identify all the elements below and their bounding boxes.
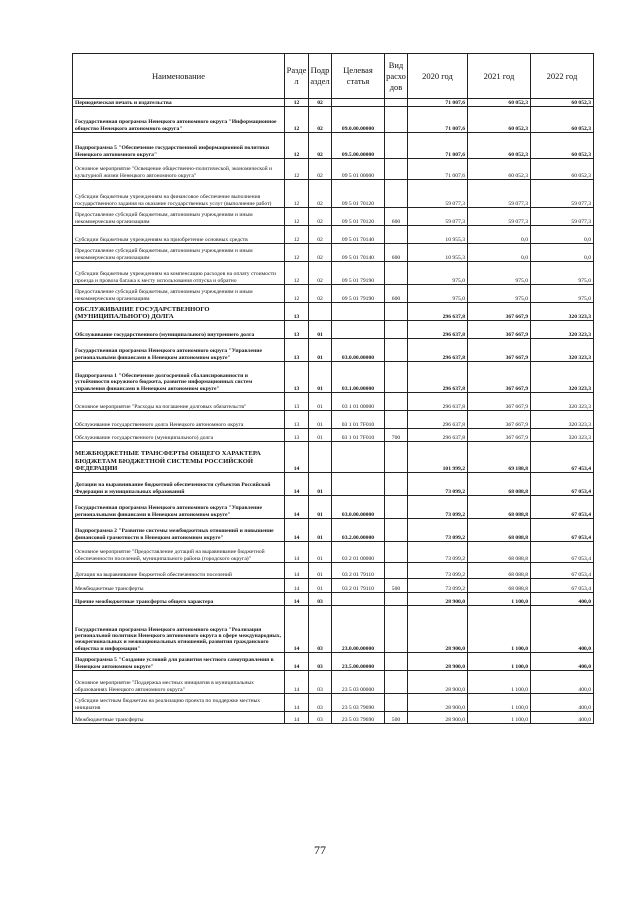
row-value-2022: 59 077,3: [531, 208, 594, 226]
row-section: 12: [285, 180, 309, 208]
row-value-2022: 67 053,4: [531, 519, 594, 542]
row-section: 12: [285, 262, 309, 285]
row-name: Основное мероприятие "Расходы на погашение долговых обязательств": [73, 393, 285, 411]
row-value-2021: 59 077,3: [468, 208, 531, 226]
row-subsection: 01: [309, 473, 332, 496]
row-value-2020: 296 637,8: [408, 303, 468, 321]
row-value-2022: 67 453,4: [531, 442, 594, 473]
row-value-2021: 367 667,9: [468, 411, 531, 429]
row-value-2022: 67 053,4: [531, 579, 594, 593]
row-target: [332, 99, 385, 107]
row-target: 09 5 01 70140: [332, 226, 385, 244]
row-target: 03.0.00.00000: [332, 496, 385, 519]
row-value-2021: 975,0: [468, 262, 531, 285]
row-kind: [385, 107, 408, 133]
row-value-2022: 400,0: [531, 653, 594, 671]
row-kind: [385, 362, 408, 393]
row-target: [332, 473, 385, 496]
row-value-2022: 320 323,3: [531, 429, 594, 442]
row-name: Межбюджетные трансферты: [73, 579, 285, 593]
row-kind: [385, 159, 408, 180]
table-row: [73, 321, 594, 339]
row-name: Предоставление субсидий бюджетным, автономным учреждениям и иным некоммерческим организациям: [73, 244, 285, 262]
row-value-2020: 10 955,3: [408, 226, 468, 244]
row-kind: [385, 411, 408, 429]
row-target: [332, 303, 385, 321]
row-section: 13: [285, 411, 309, 429]
row-section: 14: [285, 606, 309, 653]
table-row: [73, 563, 594, 579]
header-section: Разде л: [285, 54, 309, 99]
table-row: [73, 411, 594, 429]
header-2021: 2021 год: [468, 54, 531, 99]
row-value-2022: 67 053,4: [531, 542, 594, 563]
row-kind: 600: [385, 208, 408, 226]
row-value-2020: 296 637,8: [408, 393, 468, 411]
row-name: Основное мероприятие "Освещение общественно-политической, экономической и культурной жизни Ненецкого автономного округа": [73, 159, 285, 180]
row-value-2021: 367 667,9: [468, 321, 531, 339]
table-row: [73, 519, 594, 542]
row-value-2022: 67 053,4: [531, 496, 594, 519]
page-number: 77: [314, 843, 326, 857]
row-value-2020: 10 955,3: [408, 244, 468, 262]
row-section: 13: [285, 429, 309, 442]
budget-table-container: [72, 53, 593, 724]
row-kind: [385, 473, 408, 496]
row-value-2021: 1 100,0: [468, 712, 531, 724]
row-subsection: 02: [309, 99, 332, 107]
row-value-2020: 73 099,2: [408, 519, 468, 542]
row-target: 09.5.00.00000: [332, 133, 385, 159]
row-target: 09 5 01 79190: [332, 285, 385, 303]
row-value-2020: 28 900,0: [408, 606, 468, 653]
row-kind: [385, 442, 408, 473]
table-row: [73, 542, 594, 563]
row-target: 03.2.00.00000: [332, 519, 385, 542]
row-name: ОБСЛУЖИВАНИЕ ГОСУДАРСТВЕННОГО (МУНИЦИПАЛЬНОГО) ДОЛГА: [73, 303, 285, 321]
row-kind: [385, 303, 408, 321]
row-subsection: [309, 442, 332, 473]
row-value-2020: 28 900,0: [408, 653, 468, 671]
row-value-2021: 68 088,8: [468, 519, 531, 542]
row-name: Прочие межбюджетные трансферты общего характера: [73, 593, 285, 606]
row-section: 12: [285, 99, 309, 107]
row-target: 03 2 01 79110: [332, 579, 385, 593]
row-section: 12: [285, 159, 309, 180]
row-value-2022: 67 053,4: [531, 473, 594, 496]
row-kind: [385, 180, 408, 208]
row-value-2021: 69 188,8: [468, 442, 531, 473]
row-section: 13: [285, 303, 309, 321]
row-kind: [385, 653, 408, 671]
row-value-2022: 59 077,3: [531, 180, 594, 208]
row-section: 13: [285, 321, 309, 339]
row-name: Государственная программа Ненецкого автономного округа "Управление региональными финансами в Ненецком автономном округе": [73, 339, 285, 362]
row-subsection: 01: [309, 411, 332, 429]
header-name: Наименование: [73, 54, 285, 99]
row-value-2021: 60 052,3: [468, 107, 531, 133]
row-value-2020: 975,0: [408, 262, 468, 285]
row-target: 09 5 01 00000: [332, 159, 385, 180]
row-section: 14: [285, 579, 309, 593]
table-row: [73, 339, 594, 362]
row-value-2022: 0,0: [531, 244, 594, 262]
table-row: [73, 429, 594, 442]
row-value-2020: 71 007,6: [408, 107, 468, 133]
row-kind: 500: [385, 579, 408, 593]
row-name: Государственная программа Ненецкого автономного округа "Управление региональными финансами в Ненецком автономном округе": [73, 496, 285, 519]
row-section: 14: [285, 563, 309, 579]
row-subsection: 01: [309, 362, 332, 393]
header-subsection: Подр аздел: [309, 54, 332, 99]
row-value-2021: 0,0: [468, 244, 531, 262]
row-subsection: 03: [309, 694, 332, 712]
row-target: 09 5 01 70120: [332, 208, 385, 226]
row-value-2022: 60 052,3: [531, 159, 594, 180]
row-target: 03 2 01 00000: [332, 542, 385, 563]
row-value-2022: 60 052,3: [531, 133, 594, 159]
row-target: 03 1 01 00000: [332, 393, 385, 411]
row-name: Предоставление субсидий бюджетным, автономным учреждениям и иным некоммерческим организациям: [73, 208, 285, 226]
row-target: 03 1 01 7F010: [332, 429, 385, 442]
row-name: Подпрограмма 5 "Создание условий для развития местного самоуправления в Ненецком автономном округе": [73, 653, 285, 671]
row-subsection: 01: [309, 339, 332, 362]
row-value-2021: 1 100,0: [468, 694, 531, 712]
row-subsection: 02: [309, 226, 332, 244]
row-value-2020: 975,0: [408, 285, 468, 303]
row-subsection: 02: [309, 180, 332, 208]
row-name: Субсидии бюджетным учреждениям на приобретение основных средств: [73, 226, 285, 244]
row-subsection: 03: [309, 653, 332, 671]
table-row: [73, 107, 594, 133]
row-section: 13: [285, 362, 309, 393]
table-row: [73, 473, 594, 496]
row-subsection: 02: [309, 244, 332, 262]
row-subsection: 02: [309, 159, 332, 180]
table-header: [73, 54, 594, 99]
row-subsection: 02: [309, 133, 332, 159]
row-section: 14: [285, 519, 309, 542]
row-name: Обслуживание государственного (муниципального) внутреннего долга: [73, 321, 285, 339]
row-kind: [385, 563, 408, 579]
row-target: [332, 593, 385, 606]
row-name: Подпрограмма 1 "Обеспечение долгосрочной сбалансированности и устойчивости окружного бюджета, развитие информационных систем управления финансами в Ненецком автономном округе": [73, 362, 285, 393]
row-value-2020: 296 637,8: [408, 321, 468, 339]
row-value-2020: 73 099,2: [408, 542, 468, 563]
row-kind: 700: [385, 429, 408, 442]
row-section: 13: [285, 393, 309, 411]
header-target: Целевая статья: [332, 54, 385, 99]
row-subsection: 01: [309, 579, 332, 593]
row-section: 14: [285, 653, 309, 671]
row-value-2020: 28 900,0: [408, 694, 468, 712]
row-name: Государственная программа Ненецкого автономного округа "Реализация региональной политики Ненецкого автономного округа в сфере международных, межрегиональных и межнациональных отношений, развития гражданского общества и информации": [73, 606, 285, 653]
table-row: [73, 671, 594, 694]
row-value-2020: 73 099,2: [408, 563, 468, 579]
row-target: 03 2 01 79110: [332, 563, 385, 579]
row-target: 23.5.00.00000: [332, 653, 385, 671]
row-kind: [385, 321, 408, 339]
row-target: 09.0.00.00000: [332, 107, 385, 133]
header-2020: 2020 год: [408, 54, 468, 99]
table-row: [73, 362, 594, 393]
row-value-2020: 296 637,8: [408, 429, 468, 442]
table-row: [73, 653, 594, 671]
row-kind: [385, 133, 408, 159]
row-kind: [385, 226, 408, 244]
row-kind: [385, 496, 408, 519]
row-name: Дотации на выравнивание бюджетной обеспеченности субъектов Российской Федерации и муниципальных образований: [73, 473, 285, 496]
row-subsection: 02: [309, 262, 332, 285]
row-subsection: 01: [309, 519, 332, 542]
row-section: 12: [285, 226, 309, 244]
row-kind: [385, 606, 408, 653]
row-section: 14: [285, 496, 309, 519]
row-target: 23 5 03 79690: [332, 694, 385, 712]
table-row: [73, 208, 594, 226]
row-value-2020: 296 637,8: [408, 362, 468, 393]
table-row: [73, 133, 594, 159]
row-kind: [385, 393, 408, 411]
row-name: Обслуживание государственного долга Ненецкого автономного округа: [73, 411, 285, 429]
table-row: [73, 593, 594, 606]
row-value-2022: 400,0: [531, 606, 594, 653]
table-row: [73, 694, 594, 712]
row-section: 12: [285, 133, 309, 159]
row-name: Основное мероприятие "Предоставление дотаций на выравнивание бюджетной обеспеченности поселений, муниципального района (городского округа)": [73, 542, 285, 563]
row-subsection: 01: [309, 393, 332, 411]
table-row: [73, 712, 594, 724]
row-name: Дотация на выравнивание бюджетной обеспеченности поселений: [73, 563, 285, 579]
row-value-2020: 71 007,6: [408, 159, 468, 180]
budget-table: [72, 53, 594, 724]
table-row: [73, 496, 594, 519]
row-kind: [385, 519, 408, 542]
row-value-2022: 400,0: [531, 694, 594, 712]
table-row: [73, 303, 594, 321]
row-target: [332, 321, 385, 339]
row-value-2021: 367 667,9: [468, 362, 531, 393]
row-value-2022: 320 323,3: [531, 321, 594, 339]
row-kind: [385, 542, 408, 563]
row-name: Межбюджетные трансферты: [73, 712, 285, 724]
row-section: 12: [285, 208, 309, 226]
table-row: [73, 285, 594, 303]
row-subsection: 01: [309, 563, 332, 579]
row-kind: [385, 671, 408, 694]
row-kind: 500: [385, 712, 408, 724]
row-section: 14: [285, 694, 309, 712]
row-value-2020: 73 099,2: [408, 496, 468, 519]
row-target: 23 5 03 00000: [332, 671, 385, 694]
header-2022: 2022 год: [531, 54, 594, 99]
row-section: 13: [285, 339, 309, 362]
table-row: [73, 244, 594, 262]
row-value-2022: 975,0: [531, 285, 594, 303]
row-target: 03.1.00.00000: [332, 362, 385, 393]
row-section: 14: [285, 542, 309, 563]
row-value-2020: 59 077,3: [408, 180, 468, 208]
row-kind: 600: [385, 285, 408, 303]
row-value-2022: 60 052,3: [531, 99, 594, 107]
row-value-2022: 320 323,3: [531, 339, 594, 362]
row-value-2020: 73 099,2: [408, 579, 468, 593]
row-name: МЕЖБЮДЖЕТНЫЕ ТРАНСФЕРТЫ ОБЩЕГО ХАРАКТЕРА БЮДЖЕТАМ БЮДЖЕТНОЙ СИСТЕМЫ РОССИЙСКОЙ ФЕДЕРАЦИИ: [73, 442, 285, 473]
row-section: 14: [285, 712, 309, 724]
row-value-2020: 296 637,8: [408, 339, 468, 362]
row-value-2021: 68 088,8: [468, 473, 531, 496]
table-row: [73, 262, 594, 285]
row-name: Субсидии бюджетным учреждениям на финансовое обеспечение выполнения государственного задания на оказание государственных услуг (выполнение работ): [73, 180, 285, 208]
row-value-2021: 0,0: [468, 226, 531, 244]
row-value-2021: 975,0: [468, 285, 531, 303]
row-value-2021: 60 052,3: [468, 159, 531, 180]
row-value-2020: 71 007,6: [408, 133, 468, 159]
row-value-2022: 400,0: [531, 712, 594, 724]
row-value-2021: 1 100,0: [468, 671, 531, 694]
row-section: 14: [285, 593, 309, 606]
row-section: 12: [285, 285, 309, 303]
table-row: [73, 159, 594, 180]
table-body: [73, 99, 594, 724]
row-value-2021: 68 088,8: [468, 496, 531, 519]
row-value-2020: 59 077,3: [408, 208, 468, 226]
row-value-2021: 367 667,9: [468, 339, 531, 362]
row-subsection: 02: [309, 107, 332, 133]
row-kind: 600: [385, 244, 408, 262]
row-value-2021: 68 088,8: [468, 542, 531, 563]
row-subsection: 03: [309, 593, 332, 606]
row-subsection: 01: [309, 321, 332, 339]
row-value-2020: 101 999,2: [408, 442, 468, 473]
row-kind: [385, 593, 408, 606]
row-subsection: 02: [309, 208, 332, 226]
row-name: Подпрограмма 5 "Обеспечение государственной информационной политики Ненецкого автономного округа": [73, 133, 285, 159]
table-row: [73, 180, 594, 208]
row-target: 23.0.00.00000: [332, 606, 385, 653]
row-value-2021: 60 052,3: [468, 133, 531, 159]
row-value-2022: 320 323,3: [531, 411, 594, 429]
row-value-2021: 60 052,3: [468, 99, 531, 107]
row-kind: [385, 339, 408, 362]
row-subsection: 01: [309, 429, 332, 442]
row-value-2021: 367 667,9: [468, 393, 531, 411]
row-value-2022: 400,0: [531, 593, 594, 606]
table-row: [73, 99, 594, 107]
row-value-2020: 73 099,2: [408, 473, 468, 496]
row-section: 14: [285, 473, 309, 496]
row-value-2021: 367 667,9: [468, 429, 531, 442]
row-value-2021: 68 088,8: [468, 579, 531, 593]
row-value-2020: 296 637,8: [408, 411, 468, 429]
row-value-2022: 67 053,4: [531, 563, 594, 579]
row-target: 03 1 01 7F010: [332, 411, 385, 429]
row-value-2022: 0,0: [531, 226, 594, 244]
row-value-2020: 28 900,0: [408, 671, 468, 694]
row-subsection: 03: [309, 712, 332, 724]
row-kind: [385, 262, 408, 285]
row-section: 14: [285, 442, 309, 473]
table-row: [73, 226, 594, 244]
row-value-2022: 320 323,3: [531, 303, 594, 321]
row-target: 23 5 03 79690: [332, 712, 385, 724]
row-subsection: 03: [309, 671, 332, 694]
row-name: Предоставление субсидий бюджетным, автономным учреждениям и иным некоммерческим организациям: [73, 285, 285, 303]
row-value-2022: 320 323,3: [531, 393, 594, 411]
row-value-2021: 59 077,3: [468, 180, 531, 208]
row-name: Государственная программа Ненецкого автономного округа "Информационное общество Ненецкого автономного округа": [73, 107, 285, 133]
row-value-2022: 975,0: [531, 262, 594, 285]
row-value-2021: 68 088,8: [468, 563, 531, 579]
row-value-2020: 71 007,6: [408, 99, 468, 107]
row-value-2022: 320 323,3: [531, 362, 594, 393]
row-value-2021: 1 100,0: [468, 653, 531, 671]
row-name: Субсидии местным бюджетам на реализацию проекта по поддержке местных инициатив: [73, 694, 285, 712]
table-row: [73, 393, 594, 411]
row-name: Периодическая печать и издательства: [73, 99, 285, 107]
table-row: [73, 606, 594, 653]
row-value-2022: 60 052,3: [531, 107, 594, 133]
row-name: Основное мероприятие "Поддержка местных инициатив в муниципальных образованиях Ненецкого автономного округа": [73, 671, 285, 694]
table-row: [73, 442, 594, 473]
row-target: 09 5 01 70140: [332, 244, 385, 262]
row-value-2020: 28 900,0: [408, 712, 468, 724]
row-name: Субсидии бюджетным учреждениям на компенсацию расходов на оплату стоимости проезда и провоза багажа к месту использования отпуска и обратно: [73, 262, 285, 285]
row-value-2021: 1 100,0: [468, 606, 531, 653]
row-name: Обслуживание государственного (муниципального) долга: [73, 429, 285, 442]
row-target: 03.0.00.00000: [332, 339, 385, 362]
header-kind: Вид расхо дов: [385, 54, 408, 99]
row-section: 14: [285, 671, 309, 694]
row-value-2021: 1 100,0: [468, 593, 531, 606]
row-target: 09 5 01 79190: [332, 262, 385, 285]
table-row: [73, 579, 594, 593]
row-subsection: 02: [309, 285, 332, 303]
row-target: 09 5 01 70120: [332, 180, 385, 208]
row-section: 12: [285, 244, 309, 262]
row-subsection: 01: [309, 496, 332, 519]
row-subsection: 03: [309, 606, 332, 653]
row-subsection: [309, 303, 332, 321]
row-value-2021: 367 667,9: [468, 303, 531, 321]
row-kind: [385, 694, 408, 712]
row-name: Подпрограмма 2 "Развитие системы межбюджетных отношений и повышение финансовой грамотности в Ненецком автономном округе": [73, 519, 285, 542]
row-value-2020: 28 900,0: [408, 593, 468, 606]
row-section: 12: [285, 107, 309, 133]
row-kind: [385, 99, 408, 107]
row-value-2022: 400,0: [531, 671, 594, 694]
row-subsection: 01: [309, 542, 332, 563]
row-target: [332, 442, 385, 473]
